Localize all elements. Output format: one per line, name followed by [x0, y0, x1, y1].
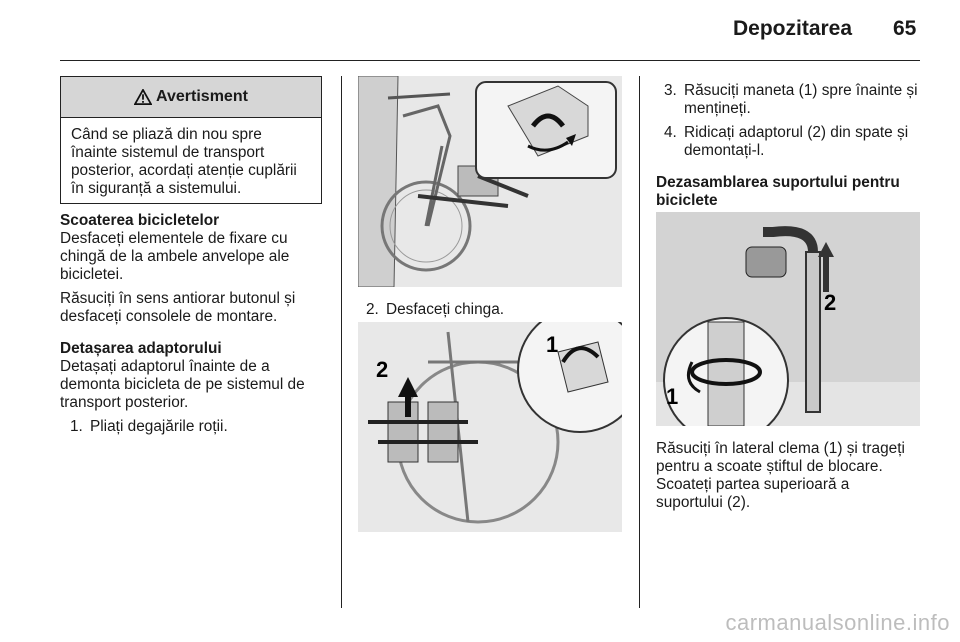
header-rule	[60, 60, 920, 61]
right-column	[656, 82, 926, 210]
left-column	[60, 212, 330, 436]
page-section-title: Depozitarea	[733, 17, 853, 40]
figure-bike-carrier-rear	[358, 76, 622, 287]
right-caption	[656, 440, 936, 512]
middle-step	[358, 301, 628, 319]
warning-line: înainte sistemul de transport	[71, 144, 265, 161]
section-heading: Scoaterea bicicletelor	[60, 212, 220, 229]
paragraph: Răsuciți în sens antiorar butonul și desfaceți consolele de montare.	[60, 290, 296, 325]
warning-line: Când se pliază din nou spre	[71, 126, 262, 143]
warning-triangle-icon	[134, 89, 152, 105]
section-heading: Dezasamblarea suportului pentru biciclete	[656, 174, 900, 209]
column-divider-2	[639, 76, 640, 608]
warning-line: posterior, acordați atenție cuplării	[71, 162, 297, 179]
column-divider-1	[341, 76, 342, 608]
warning-text	[61, 118, 321, 198]
figure-label-2: 2	[376, 357, 389, 382]
step-item: 4. Ridicați adaptorul (2) din spate și demontați-l.	[664, 124, 909, 159]
section-heading: Detașarea adaptorului	[60, 340, 222, 357]
paragraph: Detașați adaptorul înainte de a demonta bicicleta de pe sistemul de transport posterior.	[60, 358, 305, 411]
figure-strap-release	[358, 322, 622, 532]
paragraph: Răsuciți în lateral clema (1) și trageți pentru a scoate știftul de blocare. Scoateți partea superioară a suportului (2).	[656, 440, 905, 511]
paragraph: Desfaceți elementele de fixare cu chingă de la ambele anvelope ale bicicletei.	[60, 230, 290, 283]
warning-header	[61, 77, 321, 118]
figure-label-2: 2	[824, 290, 837, 315]
warning-box	[60, 76, 322, 204]
step-item: 2. Desfaceți chinga.	[366, 301, 505, 318]
figure-label-1: 1	[546, 332, 559, 357]
step-item: 1. Pliați degajările roții.	[70, 418, 228, 435]
watermark: carmanualsonline.info	[725, 610, 950, 635]
warning-title: Avertisment	[156, 88, 248, 105]
figure-label-1: 1	[666, 384, 679, 409]
step-item: 3. Răsuciți maneta (1) spre înainte și mențineți.	[664, 82, 918, 117]
warning-line: în siguranță a sistemului.	[71, 180, 242, 197]
page-number: 65	[893, 17, 917, 40]
figure-support-disassembly	[656, 212, 920, 426]
